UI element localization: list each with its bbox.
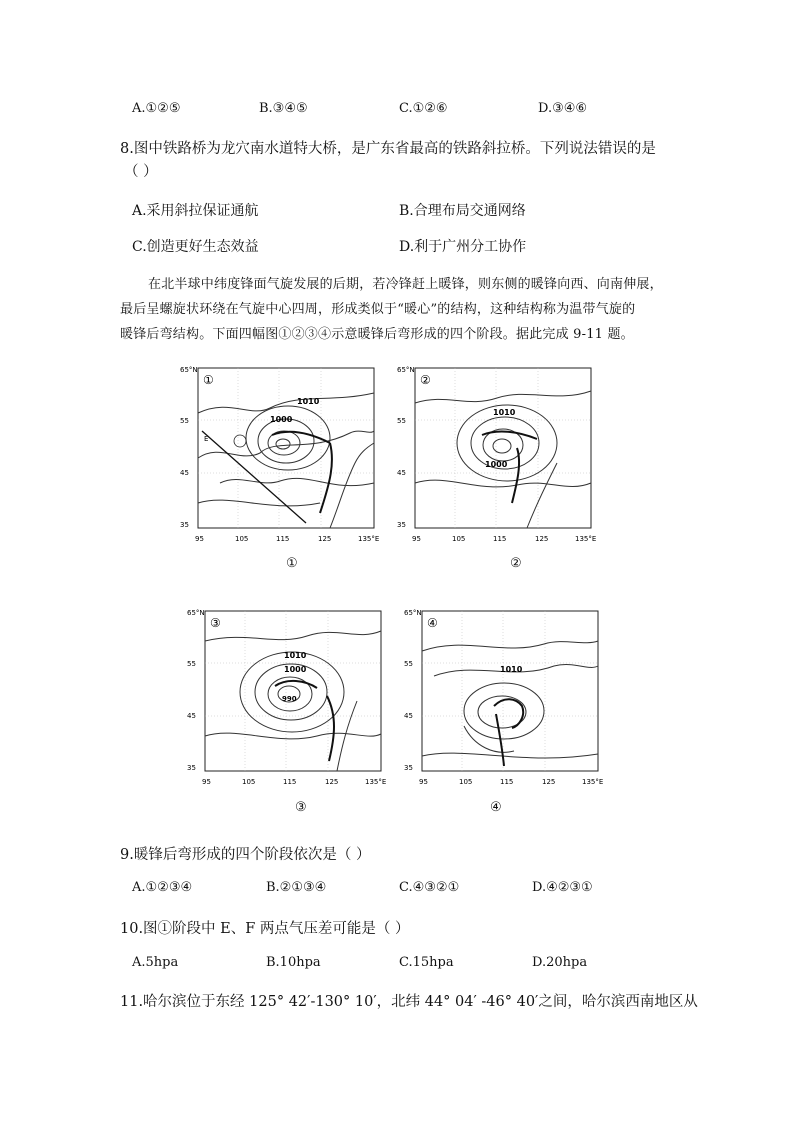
figure-2-caption: ②: [510, 556, 522, 571]
svg-text:1010: 1010: [500, 665, 523, 674]
svg-text:1010: 1010: [493, 408, 516, 417]
q10-option-d: D.20hpa: [532, 955, 588, 970]
map-figure-2: [397, 363, 597, 545]
svg-text:45: 45: [397, 469, 406, 477]
q9-option-b: B.②①③④: [266, 880, 327, 895]
svg-text:1010: 1010: [297, 397, 320, 406]
svg-text:105: 105: [242, 778, 256, 786]
q9-option-a: A.①②③④: [132, 880, 193, 895]
svg-text:95: 95: [195, 535, 204, 543]
svg-text:35: 35: [180, 521, 189, 529]
q7-option-b: B.③④⑤: [259, 101, 308, 116]
svg-text:55: 55: [187, 660, 196, 668]
q10-option-a: A.5hpa: [132, 955, 179, 970]
map-badge: ①: [203, 373, 214, 387]
svg-text:95: 95: [202, 778, 211, 786]
q10-stem: 10.图①阶段中 E、F 两点气压差可能是（ ）: [120, 921, 410, 937]
svg-text:35: 35: [397, 521, 406, 529]
svg-text:105: 105: [459, 778, 473, 786]
svg-text:E: E: [204, 435, 209, 443]
figure-1-caption: ①: [286, 556, 298, 571]
svg-text:65°N: 65°N: [187, 609, 205, 617]
svg-text:125: 125: [535, 535, 549, 543]
svg-text:1010: 1010: [284, 651, 307, 660]
svg-text:125: 125: [318, 535, 332, 543]
svg-text:1000: 1000: [284, 665, 307, 674]
map-badge: ③: [210, 616, 221, 630]
svg-text:125: 125: [542, 778, 556, 786]
q8-option-a: A.采用斜拉保证通航: [132, 203, 259, 219]
map-figure-4: [404, 606, 604, 788]
svg-text:95: 95: [419, 778, 428, 786]
svg-text:990: 990: [282, 695, 297, 703]
figure-4-caption: ④: [490, 800, 502, 815]
q8-option-c: C.创造更好生态效益: [132, 239, 259, 255]
svg-text:115: 115: [276, 535, 290, 543]
svg-text:95: 95: [412, 535, 421, 543]
svg-text:45: 45: [180, 469, 189, 477]
map-figure-3: [187, 606, 387, 788]
q11-stem: 11.哈尔滨位于东经 125° 42′-130° 10′，北纬 44° 04′ -46° 40′之间，哈尔滨西南地区从: [120, 994, 698, 1010]
svg-text:105: 105: [452, 535, 466, 543]
q7-option-a: A.①②⑤: [132, 101, 181, 116]
q9-option-d: D.④②③①: [532, 880, 593, 895]
svg-text:135°E: 135°E: [358, 535, 380, 543]
q9-option-c: C.④③②①: [399, 880, 460, 895]
svg-text:105: 105: [235, 535, 249, 543]
svg-text:65°N: 65°N: [404, 609, 422, 617]
map-figure-1: [180, 363, 380, 545]
svg-text:45: 45: [404, 712, 413, 720]
q7-option-d: D.③④⑥: [538, 101, 588, 116]
map-badge: ②: [420, 373, 431, 387]
svg-text:45: 45: [187, 712, 196, 720]
q8-option-d: D.利于广州分工协作: [399, 239, 527, 255]
svg-text:135°E: 135°E: [582, 778, 604, 786]
q9-stem: 9.暖锋后弯形成的四个阶段依次是（ ）: [120, 847, 371, 863]
q8-blank: （ ）: [124, 164, 158, 180]
passage-line-2: 最后呈螺旋状环绕在气旋中心四周，形成类似于“暖心”的结构，这种结构称为温带气旋的: [120, 302, 636, 317]
map-badge: ④: [427, 616, 438, 630]
svg-text:55: 55: [180, 417, 189, 425]
svg-text:125: 125: [325, 778, 339, 786]
svg-text:1000: 1000: [270, 415, 293, 424]
q10-option-b: B.10hpa: [266, 955, 321, 970]
svg-text:65°N: 65°N: [397, 366, 415, 374]
q7-option-c: C.①②⑥: [399, 101, 448, 116]
lat-top-label: 65°N: [180, 366, 198, 374]
passage-line-1: 在北半球中纬度锋面气旋发展的后期，若冷锋赶上暖锋，则东侧的暖锋向西、向南伸展，: [148, 277, 663, 292]
svg-text:115: 115: [283, 778, 297, 786]
q8-stem: 8.图中铁路桥为龙穴南水道特大桥，是广东省最高的铁路斜拉桥。下列说法错误的是: [120, 141, 656, 157]
figure-3-caption: ③: [295, 800, 307, 815]
svg-text:55: 55: [404, 660, 413, 668]
svg-text:35: 35: [404, 764, 413, 772]
passage-line-3: 暖锋后弯结构。下面四幅图①②③④示意暖锋后弯形成的四个阶段。据此完成 9-11 题。: [120, 327, 634, 342]
svg-text:55: 55: [397, 417, 406, 425]
svg-text:35: 35: [187, 764, 196, 772]
svg-text:135°E: 135°E: [575, 535, 597, 543]
svg-text:115: 115: [493, 535, 507, 543]
svg-text:135°E: 135°E: [365, 778, 387, 786]
svg-text:115: 115: [500, 778, 514, 786]
q10-option-c: C.15hpa: [399, 955, 454, 970]
svg-text:1000: 1000: [485, 460, 508, 469]
q8-option-b: B.合理布局交通网络: [399, 203, 526, 219]
